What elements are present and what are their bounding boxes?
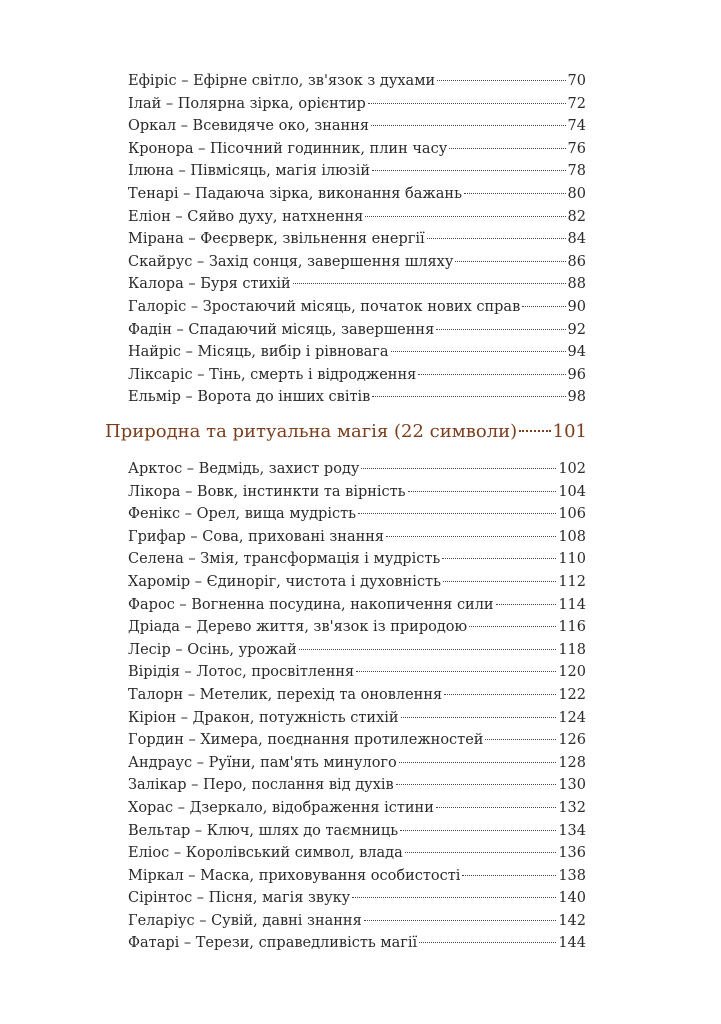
toc-entry-title: Фадін – Спадаючий місяць, завершення xyxy=(128,321,435,338)
dot-leader xyxy=(442,558,556,559)
toc-entry-page: 114 xyxy=(558,596,586,613)
toc-entry-title: Геларіус – Сувій, давні знання xyxy=(128,912,362,929)
toc-entry-page: 90 xyxy=(567,298,586,315)
dot-leader xyxy=(436,807,556,808)
toc-entry-page: 126 xyxy=(558,732,586,749)
toc-entry xyxy=(128,296,586,319)
dot-leader xyxy=(519,430,550,432)
toc-list-part1 xyxy=(128,70,586,409)
toc-entry xyxy=(128,594,586,617)
toc-entry-title: Ельмір – Ворота до інших світів xyxy=(128,389,371,406)
toc-entry-page: 102 xyxy=(558,461,586,477)
dot-leader xyxy=(396,784,557,785)
toc-entry-page: 108 xyxy=(558,528,586,545)
toc-entry xyxy=(128,548,586,571)
toc-entry-page: 120 xyxy=(558,664,586,681)
dot-leader xyxy=(299,649,557,650)
dot-leader xyxy=(449,148,565,149)
dot-leader xyxy=(372,170,566,171)
toc-list-part2 xyxy=(128,458,586,955)
dot-leader xyxy=(372,396,565,397)
toc-entry-page: 94 xyxy=(567,344,586,361)
toc-entry xyxy=(128,571,586,594)
toc-entry-title: Кронора – Пісочний годинник, плин часу xyxy=(128,140,448,157)
toc-entry-page: 78 xyxy=(567,163,586,180)
toc-entry-title: Гордин – Химера, поєднання протилежностей xyxy=(128,732,484,749)
toc-entry xyxy=(128,820,586,843)
dot-leader xyxy=(522,306,565,307)
toc-entry xyxy=(128,273,586,296)
toc-entry-page: 118 xyxy=(558,641,586,658)
dot-leader xyxy=(427,238,566,239)
dot-leader xyxy=(455,261,565,262)
toc-entry xyxy=(128,160,586,183)
toc-entry xyxy=(128,752,586,775)
toc-entry-page: 70 xyxy=(567,73,586,89)
toc-entry xyxy=(128,684,586,707)
toc-entry xyxy=(128,251,586,274)
section-heading xyxy=(105,419,587,445)
toc-entry-page: 116 xyxy=(558,619,586,636)
toc-entry-page: 134 xyxy=(558,822,586,839)
dot-leader xyxy=(358,513,556,514)
toc-entry xyxy=(128,93,586,116)
toc-entry-title: Хорас – Дзеркало, відображення істини xyxy=(128,799,434,816)
dot-leader xyxy=(386,536,556,537)
toc-entry xyxy=(128,206,586,229)
toc-entry-title: Міркал – Маска, приховування особистості xyxy=(128,867,461,884)
toc-entry-title: Дріада – Дерево життя, зв'язок із природою xyxy=(128,619,468,636)
toc-entry-title: Галоріс – Зростаючий місяць, початок нових справ xyxy=(128,298,521,315)
section-heading-text: Природна та ритуальна магія (22 символи) xyxy=(105,421,518,442)
toc-entry-page: 142 xyxy=(558,912,586,929)
toc-entry xyxy=(128,842,586,865)
toc-entry xyxy=(128,526,586,549)
toc-entry-page: 144 xyxy=(558,935,586,952)
toc-entry xyxy=(128,932,586,955)
toc-entry xyxy=(128,138,586,161)
toc-entry-page: 128 xyxy=(558,754,586,771)
toc-entry-page: 138 xyxy=(558,867,586,884)
dot-leader xyxy=(418,374,565,375)
toc-entry xyxy=(128,707,586,730)
dot-leader xyxy=(361,468,556,469)
toc-entry-page: 96 xyxy=(567,366,586,383)
toc-entry-title: Найріс – Місяць, вибір і рівновага xyxy=(128,344,389,361)
toc-entry-title: Оркал – Всевидяче око, знання xyxy=(128,118,370,135)
toc-entry xyxy=(128,183,586,206)
toc-entry xyxy=(128,115,586,138)
toc-entry-page: 132 xyxy=(558,799,586,816)
toc-entry-page: 106 xyxy=(558,506,586,523)
toc-entry-title: Калора – Буря стихій xyxy=(128,276,291,293)
toc-entry-page: 76 xyxy=(567,140,586,157)
toc-entry-page: 122 xyxy=(558,686,586,703)
toc-entry xyxy=(128,639,586,662)
dot-leader xyxy=(356,671,556,672)
toc-entry-page: 74 xyxy=(567,118,586,135)
toc-entry-page: 84 xyxy=(567,231,586,248)
toc-entry xyxy=(128,481,586,504)
toc-entry-page: 112 xyxy=(558,573,586,590)
dot-leader xyxy=(419,942,556,943)
dot-leader xyxy=(371,125,566,126)
toc-entry-page: 86 xyxy=(567,253,586,270)
section-heading-page: 101 xyxy=(552,421,587,442)
dot-leader xyxy=(399,762,557,763)
toc-entry-page: 130 xyxy=(558,777,586,794)
toc-entry xyxy=(128,386,586,409)
dot-leader xyxy=(444,694,556,695)
toc-entry-title: Кіріон – Дракон, потужність стихій xyxy=(128,709,399,726)
toc-entry-title: Харомір – Єдиноріг, чистота і духовність xyxy=(128,573,441,590)
toc-entry-title: Ефіріс – Ефірне світло, зв'язок з духами xyxy=(128,73,436,89)
dot-leader xyxy=(352,897,556,898)
dot-leader xyxy=(443,581,556,582)
toc-entry xyxy=(128,319,586,342)
toc-entry-title: Ілай – Полярна зірка, орієнтир xyxy=(128,95,366,112)
toc-entry-page: 72 xyxy=(567,95,586,112)
toc-entry-title: Вірідія – Лотос, просвітлення xyxy=(128,664,355,681)
toc-entry-title: Андраус – Руїни, пам'ять минулого xyxy=(128,754,397,771)
dot-leader xyxy=(496,604,557,605)
dot-leader xyxy=(400,830,556,831)
toc-entry xyxy=(128,503,586,526)
toc-entry-page: 82 xyxy=(567,208,586,225)
toc-entry-title: Залікар – Перо, послання від духів xyxy=(128,777,394,794)
toc-entry xyxy=(128,364,586,387)
toc-entry-page: 140 xyxy=(558,890,586,907)
toc-entry-title: Фатарі – Терези, справедливість магії xyxy=(128,935,418,952)
dot-leader xyxy=(436,329,565,330)
toc-entry xyxy=(128,661,586,684)
dot-leader xyxy=(365,216,565,217)
toc-entry-title: Лесір – Осінь, урожай xyxy=(128,641,297,658)
toc-entry-title: Сірінтос – Пісня, магія звуку xyxy=(128,890,351,907)
toc-entry-title: Талорн – Метелик, перехід та оновлення xyxy=(128,686,443,703)
toc-entry-title: Тенарі – Падаюча зірка, виконання бажань xyxy=(128,185,462,202)
toc-entry-title: Ліксаріс – Тінь, смерть і відродження xyxy=(128,366,417,383)
toc-entry-title: Еліон – Сяйво духу, натхнення xyxy=(128,208,364,225)
toc-entry-title: Еліос – Королівський символ, влада xyxy=(128,845,403,862)
dot-leader xyxy=(464,193,566,194)
dot-leader xyxy=(405,852,557,853)
toc-entry xyxy=(128,616,586,639)
dot-leader xyxy=(401,717,557,718)
toc-entry-page: 104 xyxy=(558,483,586,500)
toc-entry-title: Селена – Змія, трансформація і мудрість xyxy=(128,551,441,568)
dot-leader xyxy=(293,283,566,284)
toc-entry xyxy=(128,797,586,820)
toc-entry-page: 110 xyxy=(558,551,586,568)
toc-entry-page: 92 xyxy=(567,321,586,338)
toc-entry xyxy=(128,458,586,481)
toc-entry xyxy=(128,865,586,888)
toc-entry-title: Ілюна – Півмісяць, магія ілюзій xyxy=(128,163,371,180)
toc-entry xyxy=(128,341,586,364)
toc-entry-title: Фарос – Вогненна посудина, накопичення сили xyxy=(128,596,494,613)
toc-entry-title: Грифар – Сова, приховані знання xyxy=(128,528,385,545)
toc-entry-page: 80 xyxy=(567,185,586,202)
toc-entry xyxy=(128,729,586,752)
dot-leader xyxy=(469,626,556,627)
toc-entry-title: Арктос – Ведмідь, захист роду xyxy=(128,461,360,477)
dot-leader xyxy=(462,875,556,876)
dot-leader xyxy=(391,351,566,352)
toc-entry-page: 136 xyxy=(558,845,586,862)
dot-leader xyxy=(408,491,557,492)
toc-entry xyxy=(128,228,586,251)
toc-entry-title: Мірана – Феєрверк, звільнення енергії xyxy=(128,231,425,248)
toc-entry-title: Вельтар – Ключ, шлях до таємниць xyxy=(128,822,399,839)
toc-entry xyxy=(128,70,586,93)
toc-entry-title: Лікора – Вовк, інстинкти та вірність xyxy=(128,483,406,500)
toc-entry xyxy=(128,887,586,910)
dot-leader xyxy=(364,920,557,921)
dot-leader xyxy=(485,739,556,740)
toc-entry-page: 88 xyxy=(567,276,586,293)
dot-leader xyxy=(368,103,566,104)
toc-entry-page: 98 xyxy=(567,389,586,406)
toc-entry-title: Скайрус – Захід сонця, завершення шляху xyxy=(128,253,454,270)
toc-entry-page: 124 xyxy=(558,709,586,726)
toc-entry xyxy=(128,910,586,933)
toc-entry-title: Фенікс – Орел, вища мудрість xyxy=(128,506,357,523)
dot-leader xyxy=(437,80,565,81)
toc-entry xyxy=(128,774,586,797)
